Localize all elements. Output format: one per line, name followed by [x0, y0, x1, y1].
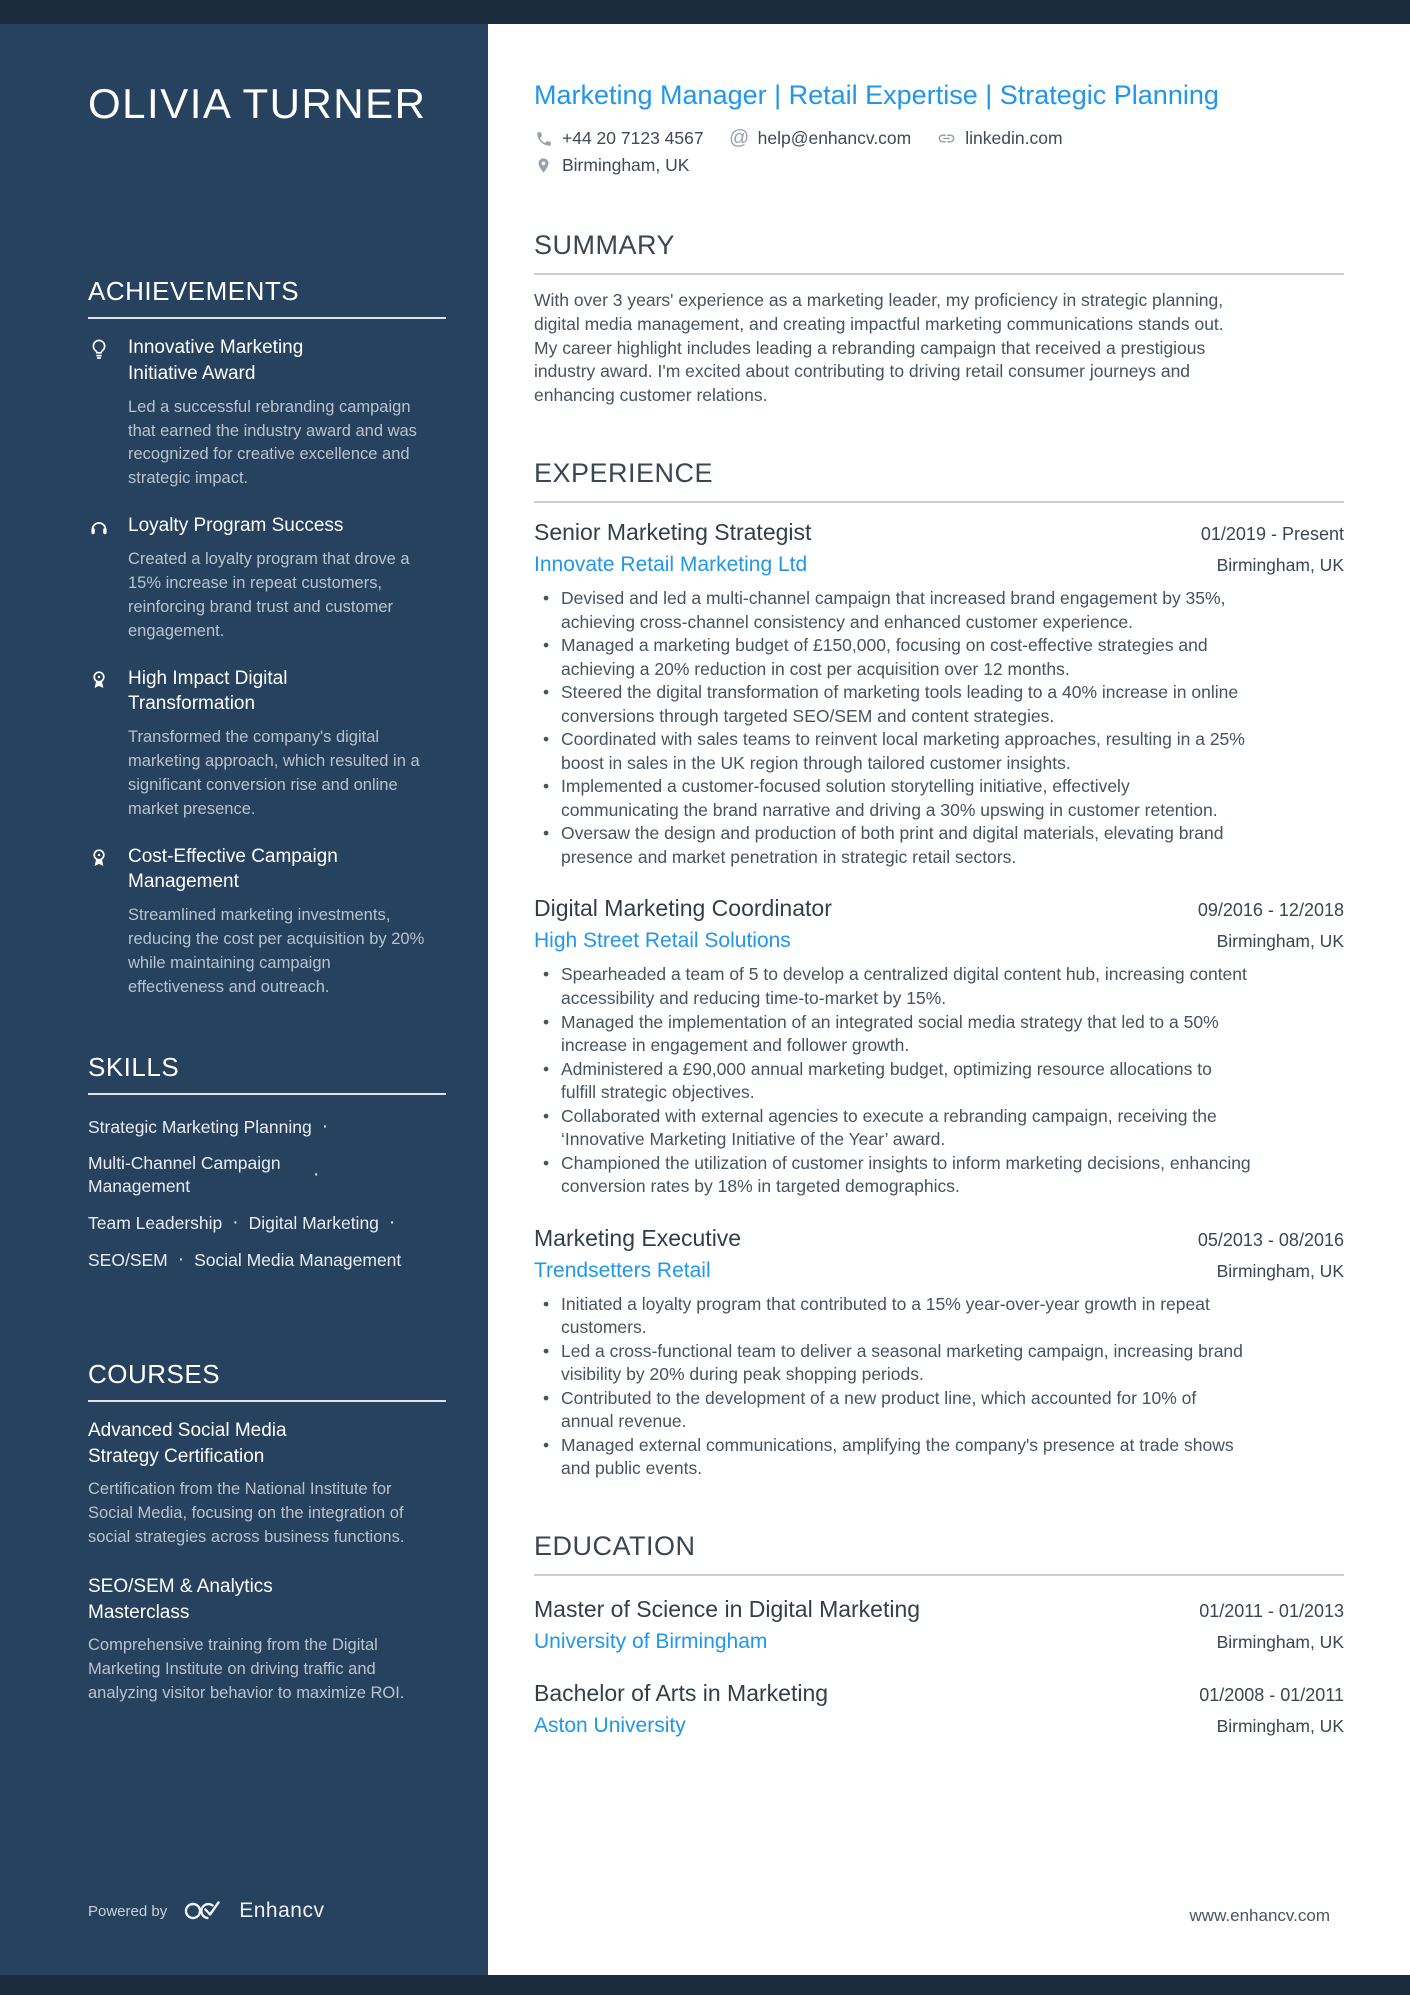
course-title: SEO/SEM & Analytics Masterclass: [88, 1576, 273, 1623]
linkedin-url[interactable]: linkedin.com: [965, 128, 1063, 149]
degree-location: Birmingham, UK: [1216, 1632, 1344, 1653]
headline: Marketing Manager | Retail Expertise | Strategic Planning: [534, 80, 1219, 110]
achievement-text: Created a loyalty program that drove a 15% increase in repeat customers, reinforcing brand trust and customer engagement.: [128, 549, 410, 640]
degree-dates: 01/2008 - 01/2011: [1199, 1685, 1344, 1706]
job-company: High Street Retail Solutions: [534, 929, 791, 953]
summary-section: [534, 230, 1344, 408]
job-dates: 01/2019 - Present: [1200, 524, 1344, 545]
contact-phone: [534, 128, 704, 149]
degree-school: University of Birmingham: [534, 1630, 768, 1654]
courses-section: [88, 1359, 446, 1706]
website-url[interactable]: www.enhancv.com: [1189, 1906, 1330, 1925]
job-bullets: [534, 1293, 1344, 1481]
education-heading: EDUCATION: [534, 1531, 696, 1562]
skill-item: Social Media Management: [194, 1250, 402, 1271]
job-bullets: [534, 587, 1344, 869]
bullet-item: • Managed the implementation of an integrated social media strategy that led to a 50% increase in engagement and follower growth.: [534, 1011, 1251, 1058]
headset-icon: [88, 513, 128, 643]
bullet-item: • Oversaw the design and production of both print and digital materials, elevating brand presence and market penetration in strategic retail sectors.: [534, 822, 1251, 869]
bullet-item: • Contributed to the development of a new product line, which accounted for 10% of annual revenue.: [534, 1387, 1251, 1434]
degree-school-row: [534, 1630, 1344, 1654]
skills-heading: SKILLS: [88, 1052, 446, 1095]
section-divider: [534, 1574, 1344, 1576]
job-entry: [534, 895, 1344, 1198]
bullet-item: • Collaborated with external agencies to execute a rebranding campaign, receiving the ‘Innovative Marketing Initiative of the Year’ award.: [534, 1105, 1251, 1152]
phone-icon: [534, 129, 553, 148]
job-company-row: [534, 553, 1344, 577]
email-address[interactable]: help@enhancv.com: [757, 128, 912, 149]
degree-name: Master of Science in Digital Marketing: [534, 1596, 921, 1623]
degree-school-row: [534, 1714, 1344, 1738]
job-bullets: [534, 963, 1344, 1198]
bullet-item: • Steered the digital transformation of marketing tools leading to a 40% increase in online conversions through targeted SEO/SEM and content strategies.: [534, 681, 1251, 728]
contact-row: [534, 128, 1344, 149]
summary-text: With over 3 years' experience as a marketing leader, my proficiency in strategic planning, digital media management, and creating impactful marketing communications stands out. My career highlight includes leading a rebranding campaign that received a prestigious industry award. I'm excited about contributing to driving retail consumer journeys and enhancing customer relations.: [534, 290, 1224, 406]
degree-name: Bachelor of Arts in Marketing: [534, 1680, 829, 1707]
achievement-body: [128, 513, 428, 643]
job-location: Birmingham, UK: [1216, 931, 1344, 952]
skill-item: Team Leadership: [88, 1212, 223, 1233]
degree-entry: [534, 1680, 1344, 1738]
bullet-item: • Administered a £90,000 annual marketing budget, optimizing resource allocations to fulfill strategic objectives.: [534, 1058, 1251, 1105]
job-title-row: [534, 1225, 1344, 1252]
skill-separator: ·: [177, 1249, 185, 1271]
skill-item: Strategic Marketing Planning: [88, 1116, 312, 1137]
job-company-row: [534, 929, 1344, 953]
achievement-title: High Impact Digital Transformation: [128, 667, 288, 715]
achievement-body: [128, 335, 428, 491]
location-text: Birmingham, UK: [562, 155, 690, 176]
enhancv-logo-icon: [183, 1898, 223, 1924]
bullet-item: • Led a cross-functional team to deliver a seasonal marketing campaign, increasing brand visibility by 20% during peak shopping periods.: [534, 1340, 1251, 1387]
sidebar: [0, 24, 488, 1995]
bullet-item: • Implemented a customer-focused solution storytelling initiative, effectively communicating the brand narrative and driving a 30% upswing in customer retention.: [534, 775, 1251, 822]
course-title: Advanced Social Media Strategy Certification: [88, 1420, 287, 1467]
degree-dates: 01/2011 - 01/2013: [1199, 1601, 1344, 1622]
experience-heading: EXPERIENCE: [534, 458, 714, 489]
bullet-item: • Managed external communications, amplifying the company's presence at trade shows and public events.: [534, 1434, 1251, 1481]
achievements-section: [88, 276, 446, 999]
contact-email[interactable]: [730, 128, 912, 149]
skill-separator: ·: [321, 1115, 329, 1137]
achievement-text: Led a successful rebranding campaign that earned the industry award and was recognized for creative excellence and strategic impact.: [128, 397, 417, 488]
phone-number: +44 20 7123 4567: [562, 128, 704, 149]
skill-separator: ·: [388, 1211, 396, 1233]
summary-heading: SUMMARY: [534, 230, 676, 261]
bullet-item: • Coordinated with sales teams to reinvent local marketing approaches, resulting in a 25% boost in sales in the UK region through tailored customer insights.: [534, 728, 1251, 775]
skill-item: SEO/SEM: [88, 1250, 168, 1271]
powered-by-label: Powered by: [88, 1902, 168, 1920]
courses-heading: COURSES: [88, 1359, 446, 1402]
location-pin-icon: [534, 156, 553, 175]
section-divider: [534, 501, 1344, 503]
lightbulb-icon: [88, 335, 128, 491]
degree-title-row: [534, 1680, 1344, 1707]
skill-separator: ·: [232, 1211, 239, 1233]
job-location: Birmingham, UK: [1216, 555, 1344, 576]
job-title-row: [534, 519, 1344, 546]
at-icon: @: [728, 127, 750, 150]
job-company: Trendsetters Retail: [534, 1258, 711, 1282]
powered-by-block: [88, 1898, 324, 1924]
bullet-item: • Spearheaded a team of 5 to develop a centralized digital content hub, increasing content accessibility and reducing time-to-market by 15%.: [534, 963, 1251, 1010]
enhancv-brand-text: Enhancv: [239, 1899, 325, 1922]
job-role: Senior Marketing Strategist: [534, 519, 812, 546]
job-dates: 09/2016 - 12/2018: [1197, 900, 1344, 921]
degree-title-row: [534, 1596, 1344, 1623]
link-icon: [937, 129, 956, 148]
person-name: OLIVIA TURNER: [88, 80, 427, 127]
job-location: Birmingham, UK: [1216, 1260, 1344, 1281]
bullet-item: • Initiated a loyalty program that contributed to a 15% year-over-year growth in repeat customers.: [534, 1293, 1251, 1340]
course-text: Comprehensive training from the Digital Marketing Institute on driving traffic and analyzing visitor behavior to maximize ROI.: [88, 1636, 405, 1703]
job-title-row: [534, 895, 1344, 922]
job-dates: 05/2013 - 08/2016: [1197, 1229, 1344, 1250]
skill-separator: ·: [313, 1163, 320, 1185]
degree-school: Aston University: [534, 1714, 686, 1738]
achievement-text: Transformed the company's digital marketing approach, which resulted in a significant conversion rise and online market presence.: [128, 727, 420, 818]
achievement-title: Innovative Marketing Initiative Award: [128, 337, 304, 384]
contact-link[interactable]: [937, 128, 1062, 149]
section-divider: [534, 273, 1344, 275]
skills-list: [88, 1115, 418, 1274]
main-column: [488, 24, 1410, 1975]
achievement-item: [88, 335, 446, 491]
degree-entry: [534, 1596, 1344, 1654]
achievement-body: [128, 844, 428, 1000]
skill-item: Multi-Channel Campaign Management: [88, 1153, 281, 1196]
contact-location: [534, 155, 689, 176]
top-accent-bar: [0, 0, 1410, 24]
course-text: Certification from the National Institute for Social Media, focusing on the integration of social strategies across business functions.: [88, 1480, 405, 1547]
course-item: [88, 1574, 446, 1706]
achievement-body: [128, 666, 428, 822]
contact-row: [534, 155, 1344, 176]
medal-icon: [88, 666, 128, 822]
achievement-item: [88, 513, 446, 643]
bottom-accent-bar: [0, 1975, 1410, 1995]
bullet-item: • Championed the utilization of customer insights to inform marketing decisions, enhancing conversion rates by 18% in targeted demographics.: [534, 1152, 1251, 1199]
job-company-row: [534, 1259, 1344, 1283]
skill-item: Digital Marketing: [248, 1212, 379, 1233]
achievement-title: Loyalty Program Success: [128, 515, 344, 537]
achievement-item: [88, 844, 446, 1000]
job-entry: [534, 519, 1344, 869]
medal-icon: [88, 844, 128, 1000]
job-role: Marketing Executive: [534, 1224, 742, 1251]
job-role: Digital Marketing Coordinator: [534, 895, 832, 922]
achievement-item: [88, 666, 446, 822]
achievements-heading: ACHIEVEMENTS: [88, 276, 446, 319]
education-section: [534, 1531, 1344, 1738]
degree-location: Birmingham, UK: [1216, 1716, 1344, 1737]
achievement-text: Streamlined marketing investments, reducing the cost per acquisition by 20% while maintaining campaign effectiveness and outreach.: [128, 905, 425, 996]
experience-section: [534, 458, 1344, 1481]
bullet-item: • Managed a marketing budget of £150,000, focusing on cost-effective strategies and achieving a 20% reduction in cost per acquisition over 12 months.: [534, 634, 1251, 681]
contact-block: [534, 128, 1344, 176]
job-entry: [534, 1225, 1344, 1481]
skills-section: [88, 1052, 446, 1274]
achievement-title: Cost-Effective Campaign Management: [128, 845, 338, 893]
job-company: Innovate Retail Marketing Ltd: [534, 553, 808, 577]
course-item: [88, 1418, 446, 1550]
bullet-item: • Devised and led a multi-channel campaign that increased brand engagement by 35%, achieving cross-channel consistency and enhanced customer experience.: [534, 587, 1251, 634]
